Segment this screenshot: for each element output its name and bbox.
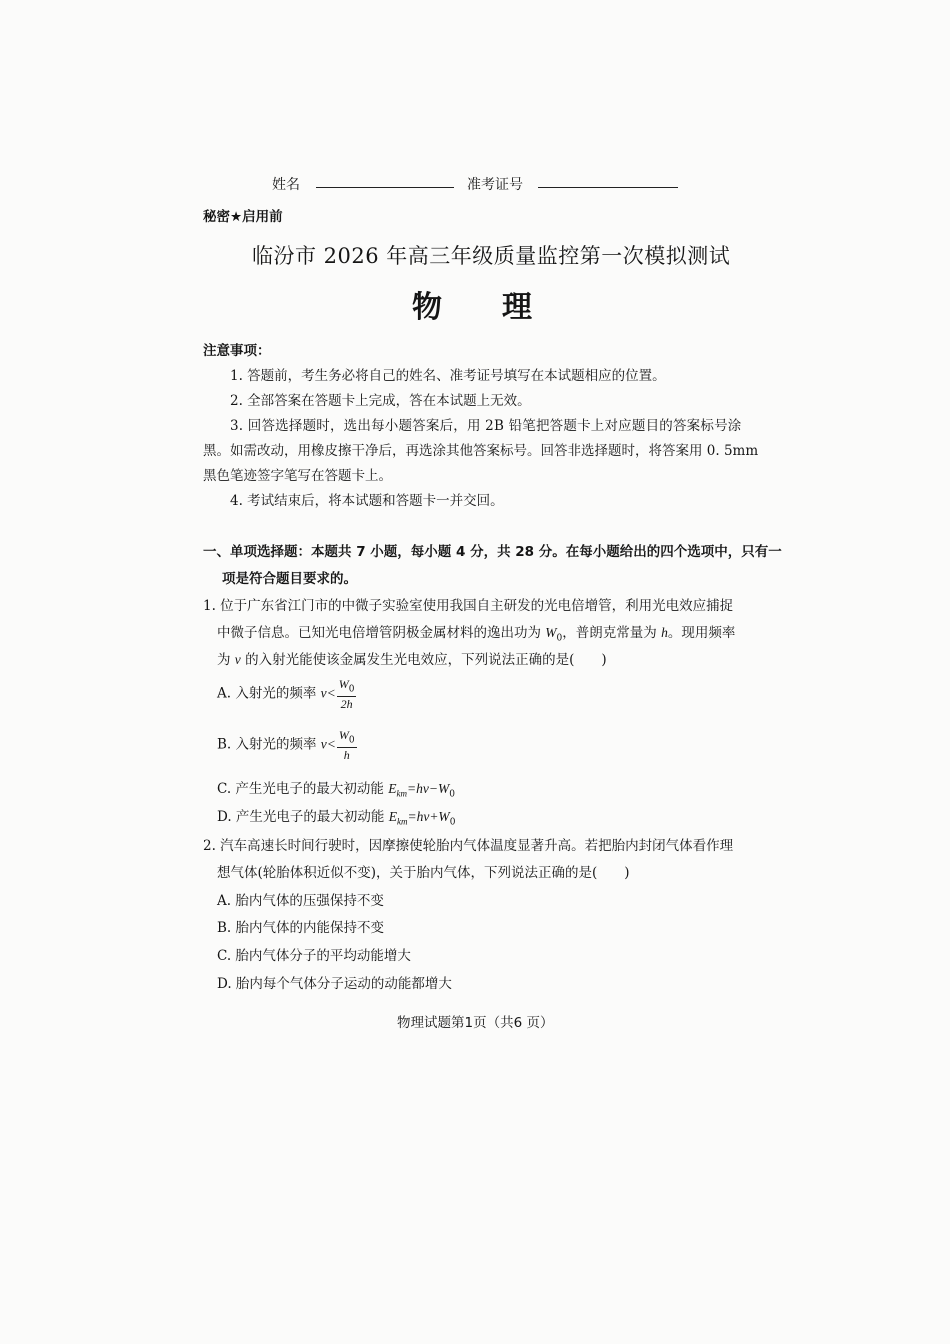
note-item-2: 2. 全部答案在答题卡上完成，答在本试题上无效。 bbox=[230, 393, 531, 409]
symbol-e: E bbox=[388, 781, 397, 796]
fraction-denominator: 2h bbox=[340, 697, 353, 712]
note-item-1: 1. 答题前，考生务必将自己的姓名、准考证号填写在本试题相应的位置。 bbox=[230, 368, 666, 384]
q1-line2-part-b: ，普朗克常量为 bbox=[562, 625, 662, 641]
subscript-0: 0 bbox=[449, 817, 456, 828]
note-item-3-line-1: 3. 回答选择题时，选出每小题答案后，用 2B 铅笔把答题卡上对应题目的答案标号涂 bbox=[230, 418, 742, 434]
question-1-line-3 bbox=[217, 648, 607, 668]
symbol-e: E bbox=[388, 809, 397, 824]
subject-title: 物 理 bbox=[412, 290, 532, 325]
subscript-km: km bbox=[396, 816, 408, 827]
subscript-km: km bbox=[396, 788, 407, 799]
page-footer: 物理试题第1页（共6 页） bbox=[397, 1015, 554, 1031]
q2-option-d[interactable]: D. 胎内每个气体分子运动的动能都增大 bbox=[217, 976, 452, 992]
fraction-numerator-sub: 0 bbox=[348, 735, 355, 746]
subscript-0: 0 bbox=[449, 789, 455, 800]
fraction-numerator-w: W bbox=[338, 728, 349, 742]
question-2-line-2: 想气体(轮胎体积近似不变)，关于胎内气体，下列说法正确的是( ) bbox=[217, 865, 630, 881]
question-1-line-1: 1. 位于广东省江门市的中微子实验室使用我国自主研发的光电倍增管，利用光电效应捕捉 bbox=[203, 598, 734, 614]
q1-option-d[interactable] bbox=[217, 805, 455, 828]
q1-line2-part-c: 。现用频率 bbox=[667, 625, 736, 641]
inequality-symbol: ν< bbox=[320, 685, 336, 701]
q1-option-a-text: A. 入射光的频率 bbox=[217, 685, 321, 702]
subscript-0: 0 bbox=[556, 633, 563, 644]
symbol-h: h bbox=[661, 625, 668, 640]
note-item-4: 4. 考试结束后，将本试题和答题卡一并交回。 bbox=[230, 493, 504, 509]
name-blank-line bbox=[316, 175, 454, 188]
q1-line2-part-a: 中微子信息。已知光电倍增管阴极金属材料的逸出功为 bbox=[217, 625, 546, 641]
q1-option-d-text: D. 产生光电子的最大初动能 bbox=[217, 809, 389, 825]
note-item-3-line-3: 黑色笔迹签字笔写在答题卡上。 bbox=[203, 468, 392, 484]
inequality-symbol: ν< bbox=[320, 736, 336, 752]
q2-option-a[interactable]: A. 胎内气体的压强保持不变 bbox=[217, 893, 384, 909]
fraction-numerator-sub: 0 bbox=[348, 684, 355, 695]
fraction-w0-over-h bbox=[337, 728, 357, 762]
section-1-heading-line-2: 项是符合题目要求的。 bbox=[222, 571, 357, 587]
notes-heading: 注意事项： bbox=[203, 343, 271, 359]
id-blank-line bbox=[538, 175, 678, 188]
q1-option-c[interactable] bbox=[217, 777, 455, 800]
q1-line3-part-b: 的入射光能使该金属发生光电效应，下列说法正确的是( ) bbox=[240, 652, 607, 668]
secret-mark: 秘密★启用前 bbox=[203, 209, 283, 225]
id-label-text: 准考证号 bbox=[467, 177, 523, 193]
option-d-expression: =hν+W bbox=[407, 809, 450, 824]
name-label-text: 姓名 bbox=[272, 177, 300, 193]
q1-option-b[interactable] bbox=[217, 728, 357, 762]
fraction-numerator-w: W bbox=[338, 677, 349, 691]
q1-option-c-text: C. 产生光电子的最大初动能 bbox=[217, 781, 389, 797]
fraction-denominator: h bbox=[343, 748, 350, 763]
q2-option-c[interactable]: C. 胎内气体分子的平均动能增大 bbox=[217, 948, 411, 964]
q2-option-b[interactable]: B. 胎内气体的内能保持不变 bbox=[217, 920, 385, 936]
question-2-line-1: 2. 汽车高速长时间行驶时，因摩擦使轮胎内气体温度显著升高。若把胎内封闭气体看作理 bbox=[203, 838, 734, 854]
option-c-expression: =hν−W bbox=[406, 781, 450, 796]
q1-option-a[interactable] bbox=[217, 677, 356, 711]
exam-title: 临汾市 2026 年高三年级质量监控第一次模拟测试 bbox=[252, 244, 731, 268]
symbol-w: W bbox=[545, 625, 557, 640]
note-item-3-line-2: 黑。如需改动，用橡皮擦干净后，再选涂其他答案标号。回答非选择题时，将答案用 0. 5mm bbox=[203, 443, 759, 459]
id-label bbox=[467, 174, 523, 194]
fraction-w0-over-2h bbox=[337, 677, 357, 711]
section-1-heading-line-1: 一、单项选择题：本题共 7 小题，每小题 4 分，共 28 分。在每小题给出的四个选项中，只有一 bbox=[203, 544, 782, 560]
name-label bbox=[272, 174, 300, 194]
q1-line3-part-a: 为 bbox=[217, 652, 235, 668]
question-1-line-2 bbox=[217, 621, 735, 644]
q1-option-b-text: B. 入射光的频率 bbox=[217, 736, 321, 753]
symbol-nu: ν bbox=[234, 652, 241, 667]
